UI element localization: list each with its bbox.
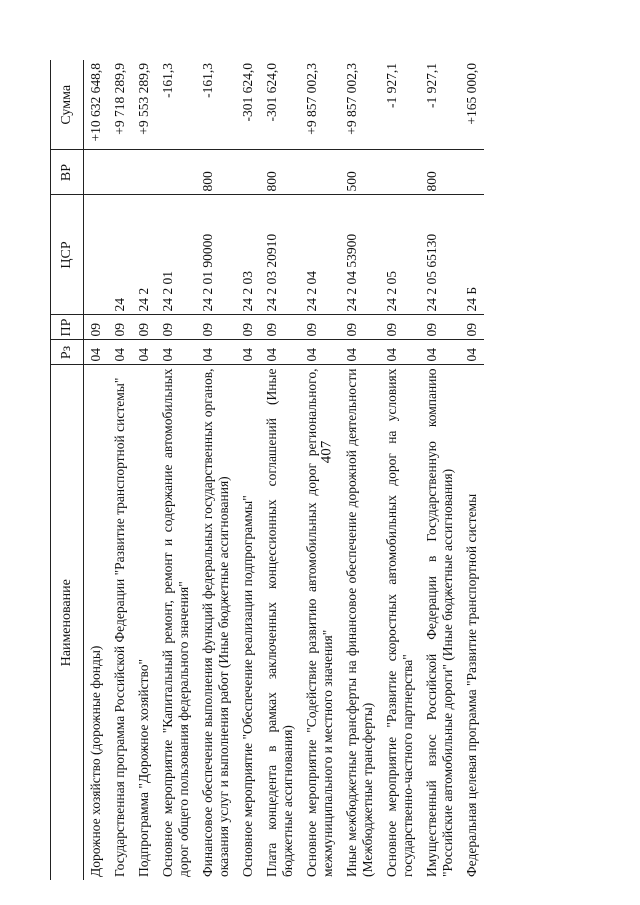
cell-name: Имущественный взнос Российской Федерации в Государственную компанию "Российские автомобильные дороги" (Иные бюджетные ассигнования) (420, 365, 460, 880)
cell-csr: 24 2 04 53900 (340, 195, 380, 315)
cell-csr: 24 2 04 (300, 195, 340, 315)
cell-pr: 09 (300, 315, 340, 340)
cell-csr: 24 2 (132, 195, 156, 315)
table-row (460, 60, 484, 880)
table-row (108, 60, 132, 880)
cell-name: Федеральная целевая программа "Развитие транспортной системы (460, 365, 484, 880)
cell-sum: -161,3 (200, 63, 215, 98)
cell-name: Основное мероприятие "Обеспечение реализации подпрограммы" (236, 365, 260, 880)
cell-pr: 09 (420, 315, 460, 340)
cell-pr: 09 (236, 315, 260, 340)
header-csr: ЦСР (51, 195, 84, 315)
cell-vr: 800 (260, 150, 300, 195)
cell-rz: 04 (108, 340, 132, 365)
header-vr: ВР (51, 150, 84, 195)
cell-sum: -1 927,1 (424, 63, 439, 108)
cell-sum: -301 624,0 (264, 63, 279, 122)
table-row (236, 60, 260, 880)
table-row (420, 60, 460, 880)
cell-sum: +9 857 002,3 (344, 63, 359, 135)
cell-csr: 24 2 05 65130 (420, 195, 460, 315)
table-row (156, 60, 196, 880)
table-row (380, 60, 420, 880)
cell-rz: 04 (236, 340, 260, 365)
cell-name: Основное мероприятие "Капитальный ремонт, ремонт и содержание автомобильных дорог общего пользования федерального значения" (156, 365, 196, 880)
cell-vr (132, 150, 156, 195)
cell-vr: 500 (340, 150, 380, 195)
cell-csr: 24 2 01 (156, 195, 196, 315)
cell-vr (300, 150, 340, 195)
cell-csr: 24 (108, 195, 132, 315)
header-pr: ПР (51, 315, 84, 340)
cell-rz: 04 (132, 340, 156, 365)
cell-pr: 09 (108, 315, 132, 340)
cell-sum: -161,3 (160, 63, 175, 98)
header-name: Наименование (51, 365, 84, 880)
cell-name: Государственная программа Российской Федерации "Развитие транспортной системы" (108, 365, 132, 880)
cell-vr (156, 150, 196, 195)
cell-rz: 04 (260, 340, 300, 365)
table-row (196, 60, 236, 880)
cell-vr: 800 (196, 150, 236, 195)
cell-sum: -301 624,0 (240, 63, 255, 122)
cell-name: Финансовое обеспечение выполнения функций федеральных государственных органов, оказания услуг и выполнения работ (Иные бюджетные ассигнования) (196, 365, 236, 880)
cell-vr (380, 150, 420, 195)
cell-name: Основное мероприятие "Развитие скоростных автомобильных дорог на условиях государственно-частного партнерства" (380, 365, 420, 880)
cell-vr: 800 (420, 150, 460, 195)
table-header (51, 60, 84, 880)
cell-name: Дорожное хозяйство (дорожные фонды) (84, 365, 109, 880)
cell-csr: 24 2 03 20910 (260, 195, 300, 315)
cell-pr: 09 (460, 315, 484, 340)
table-row (340, 60, 380, 880)
cell-pr: 09 (380, 315, 420, 340)
cell-pr: 09 (196, 315, 236, 340)
cell-csr (84, 195, 109, 315)
header-rz: Рз (51, 340, 84, 365)
cell-pr: 09 (340, 315, 380, 340)
cell-sum: +9 718 289,9 (112, 63, 127, 135)
cell-rz: 04 (420, 340, 460, 365)
cell-csr: 24 2 01 90000 (196, 195, 236, 315)
cell-sum: +10 632 648,8 (88, 63, 103, 142)
cell-pr: 09 (84, 315, 109, 340)
cell-rz: 04 (300, 340, 340, 365)
cell-vr (236, 150, 260, 195)
cell-pr: 09 (156, 315, 196, 340)
cell-rz: 04 (380, 340, 420, 365)
cell-name: Основное мероприятие "Содействие развитию автомобильных дорог регионального, межмуниципального и местного значения" (300, 365, 340, 880)
cell-name: Подпрограмма "Дорожное хозяйство" (132, 365, 156, 880)
page-number: 407 (318, 440, 335, 464)
cell-rz: 04 (156, 340, 196, 365)
table-row (260, 60, 300, 880)
cell-name: Иные межбюджетные трансферты на финансовое обеспечение дорожной деятельности (Межбюджетные трансферты) (340, 365, 380, 880)
header-sum: Сумма (51, 60, 84, 150)
cell-pr: 09 (132, 315, 156, 340)
cell-vr (84, 150, 109, 195)
cell-csr: 24 2 05 (380, 195, 420, 315)
cell-sum: +9 857 002,3 (304, 63, 319, 135)
budget-table-rotated (50, 60, 616, 880)
budget-table (50, 60, 484, 880)
cell-sum: -1 927,1 (384, 63, 399, 108)
cell-csr: 24 Б (460, 195, 484, 315)
cell-pr: 09 (260, 315, 300, 340)
cell-csr: 24 2 03 (236, 195, 260, 315)
cell-vr (108, 150, 132, 195)
cell-sum: +9 553 289,9 (136, 63, 151, 135)
cell-vr (460, 150, 484, 195)
cell-name: Плата концедента в рамках заключенных концессионных соглашений (Иные бюджетные ассигнования) (260, 365, 300, 880)
cell-rz: 04 (196, 340, 236, 365)
cell-rz: 04 (340, 340, 380, 365)
cell-rz: 04 (84, 340, 109, 365)
table-row (300, 60, 340, 880)
table-row (84, 60, 109, 880)
table-row (132, 60, 156, 880)
table-body (84, 60, 485, 880)
cell-rz: 04 (460, 340, 484, 365)
cell-sum: +165 000,0 (464, 63, 479, 125)
